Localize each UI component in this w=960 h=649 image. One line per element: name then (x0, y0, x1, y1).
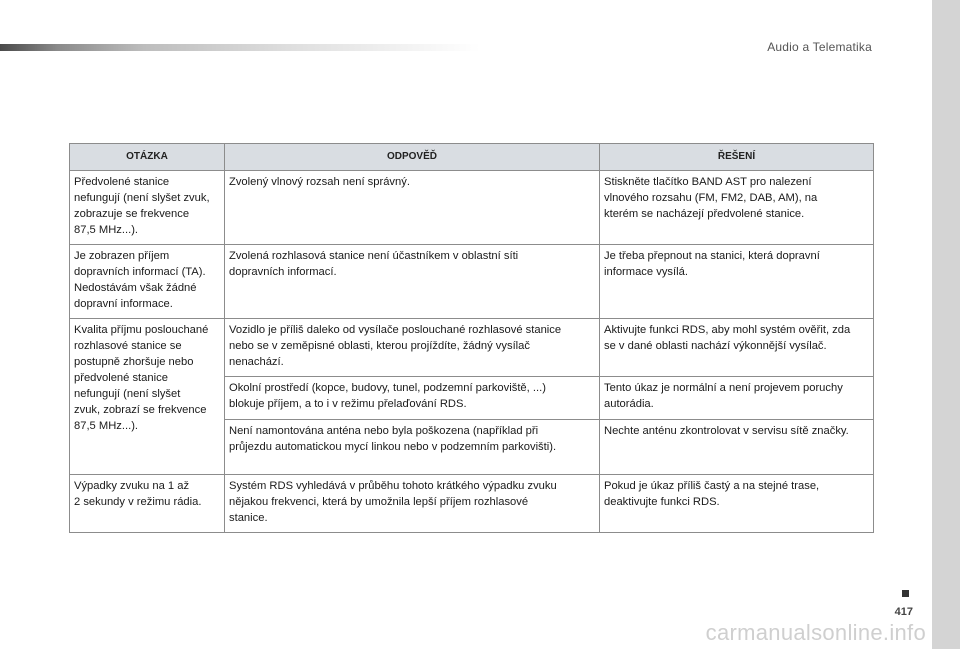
section-title: Audio a Telematika (767, 40, 872, 54)
solution-cell: Stiskněte tlačítko BAND AST pro nalezení vlnového rozsahu (FM, FM2, DAB, AM), na kterém se nacházejí předvolené stanice. (600, 171, 874, 245)
header-decor-bar (0, 44, 480, 51)
answer-cell: Vozidlo je příliš daleko od vysílače poslouchané rozhlasové stanice nebo se v zeměpisné oblasti, kterou projíždíte, žádný vysílač nenachází. (225, 319, 600, 377)
answer-cell: Není namontována anténa nebo byla poškozena (například při průjezdu automatickou mycí linkou nebo v podzemním parkovišti). (225, 420, 600, 475)
question-cell: Předvolené stanice nefungují (není slyšet zvuk, zobrazuje se frekvence 87,5 MHz...). (70, 171, 225, 245)
question-cell: Výpadky zvuku na 1 až 2 sekundy v režimu rádia. (70, 475, 225, 533)
solution-cell: Je třeba přepnout na stanici, která dopravní informace vysílá. (600, 245, 874, 319)
solution-cell: Tento úkaz je normální a není projevem poruchy autorádia. (600, 377, 874, 420)
question-cell: Je zobrazen příjem dopravních informací (TA). Nedostávám však žádné dopravní informace. (70, 245, 225, 319)
answer-cell: Zvolená rozhlasová stanice není účastníkem v oblastní síti dopravních informací. (225, 245, 600, 319)
question-cell: Kvalita příjmu poslouchané rozhlasové stanice se postupně zhoršuje nebo předvolené stanice nefungují (není slyšet zvuk, zobrazí se frekvence 87,5 MHz...). (70, 319, 225, 475)
answer-cell: Systém RDS vyhledává v průběhu tohoto krátkého výpadku zvuku nějakou frekvenci, která by umožnila lepší příjem rozhlasové stanice. (225, 475, 600, 533)
solution-cell: Pokud je úkaz příliš častý a na stejné trase, deaktivujte funkci RDS. (600, 475, 874, 533)
page-marker-square (902, 590, 909, 597)
table-row (70, 319, 874, 377)
header-solution: ŘEŠENÍ (600, 144, 874, 171)
page-number: 417 (894, 606, 913, 618)
answer-cell: Okolní prostředí (kopce, budovy, tunel, podzemní parkoviště, ...) blokuje příjem, a to i v režimu přelaďování RDS. (225, 377, 600, 420)
header-answer: ODPOVĚĎ (225, 144, 600, 171)
header-question: OTÁZKA (70, 144, 225, 171)
table-row (70, 475, 874, 533)
table-header-row (70, 144, 874, 171)
watermark: carmanualsonline.info (705, 620, 926, 645)
troubleshooting-table (69, 143, 874, 533)
table-row (70, 245, 874, 319)
solution-cell: Nechte anténu zkontrolovat v servisu sítě značky. (600, 420, 874, 475)
page-side-strip (932, 0, 960, 649)
table-row (70, 171, 874, 245)
solution-cell: Aktivujte funkci RDS, aby mohl systém ověřit, zda se v dané oblasti nachází výkonnější vysílač. (600, 319, 874, 377)
answer-cell: Zvolený vlnový rozsah není správný. (225, 171, 600, 245)
